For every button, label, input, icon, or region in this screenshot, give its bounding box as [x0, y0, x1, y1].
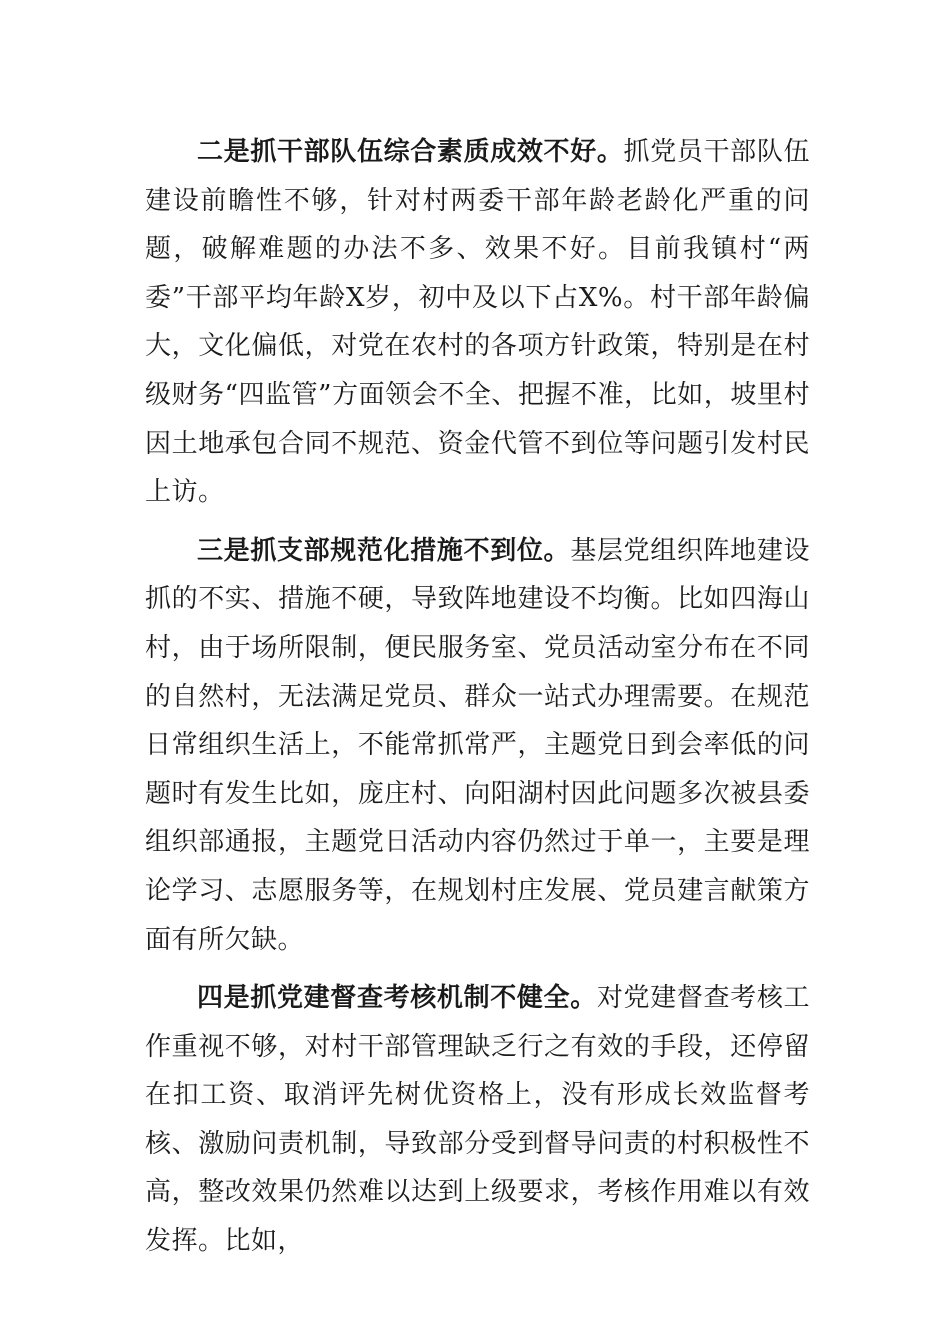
- paragraph-text: 基层党组织阵地建设抓的不实、措施不硬，导致阵地建设不均衡。比如四海山村，由于场所限制，便民服务室、党员活动室分布在不同的自然村，无法满足党员、群众一站式办理需要。在规范日常组织生活上，不能常抓常严，主题党日到会率低的问题时有发生比如，庞庄村、向阳湖村因此问题多次被县委组织部通报，主题党日活动内容仍然过于单一，主要是理论学习、志愿服务等，在规划村庄发展、党员建言献策方面有所欠缺。: [145, 535, 810, 955]
- document-body: [145, 128, 810, 1276]
- paragraph-heading: 四是抓党建督查考核机制不健全。: [197, 983, 597, 1014]
- paragraph-text: 抓党员干部队伍建设前瞻性不够，针对村两委干部年龄老龄化严重的问题，破解难题的办法不多、效果不好。目前我镇村“两委”干部平均年龄X岁，初中及以下占X%。村干部年龄偏大，文化偏低，对党在农村的各项方针政策，特别是在村级财务“四监管”方面领会不全、把握不准，比如，坡里村因土地承包合同不规范、资金代管不到位等问题引发村民上访。: [145, 137, 810, 508]
- paragraph-supervision-mechanism: [145, 974, 810, 1266]
- paragraph-branch-standardization: [145, 527, 810, 964]
- paragraph-heading: 二是抓干部队伍综合素质成效不好。: [197, 137, 624, 167]
- paragraph-text: 对党建督查考核工作重视不够，对村干部管理缺乏行之有效的手段，还停留在扣工资、取消评先树优资格上，没有形成长效监督考核、激励问责机制，导致部分受到督导问责的村积极性不高，整改效果仍然难以达到上级要求，考核作用难以有效发挥。比如，: [145, 983, 810, 1257]
- paragraph-heading: 三是抓支部规范化措施不到位。: [197, 535, 571, 566]
- paragraph-cadre-quality: [145, 128, 810, 517]
